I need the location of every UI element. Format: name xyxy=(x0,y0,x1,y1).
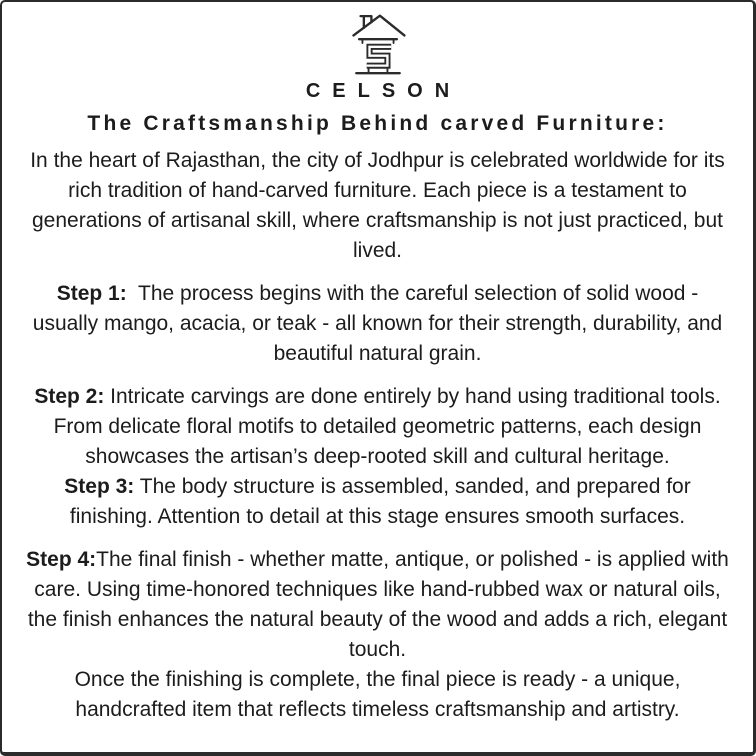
paragraph-text: In the heart of Rajasthan, the city of Jodhpur is celebrated worldwide for its rich tradition of hand-carved furniture. Each piece is a testament to generations of artisanal skill, where craftsmanship is not just practiced, but lived. xyxy=(30,149,731,262)
paragraph-text: The body structure is assembled, sanded, and prepared for finishing. Attention to detail at this stage ensures smooth surfaces. xyxy=(69,475,697,528)
step-label: Step 3: xyxy=(64,475,135,498)
paragraphs xyxy=(16,146,740,725)
page-title: The Craftsmanship Behind carved Furniture: xyxy=(87,112,668,135)
paragraph-text: Once the finishing is complete, the final piece is ready - a unique, handcrafted item that reflects timeless craftsmanship and artistry. xyxy=(74,668,687,721)
paragraph xyxy=(22,545,734,665)
step-label: Step 1: xyxy=(56,282,127,305)
paragraph-text: Intricate carvings are done entirely by hand using traditional tools. From delicate floral motifs to detailed geometric patterns, each design showcases the artisan’s deep-rooted skill and cultural heritage. xyxy=(53,385,727,468)
roof-shape xyxy=(353,16,404,36)
paragraph xyxy=(22,146,734,266)
paragraph-text: The final finish - whether matte, antique, or polished - is applied with care. Using time-honored techniques like hand-rubbed wax or natural oils, the finish enhances the natural beauty of the wood and adds a rich, elegant touch. xyxy=(27,548,735,661)
chimney-shape xyxy=(360,16,363,28)
celson-house-logo xyxy=(349,10,407,76)
base-legs xyxy=(368,69,387,72)
paragraph xyxy=(22,382,734,472)
paragraph-text: The process begins with the careful selection of solid wood - usually mango, acacia, or teak - all known for their strength, durability, and beautiful natural grain. xyxy=(32,282,729,365)
step-label: Step 4: xyxy=(26,548,97,571)
paragraph xyxy=(22,279,734,369)
step-label: Step 2: xyxy=(34,385,105,408)
paragraph xyxy=(22,472,734,532)
paragraph xyxy=(22,665,734,725)
brand-name: CELSON xyxy=(305,80,462,102)
